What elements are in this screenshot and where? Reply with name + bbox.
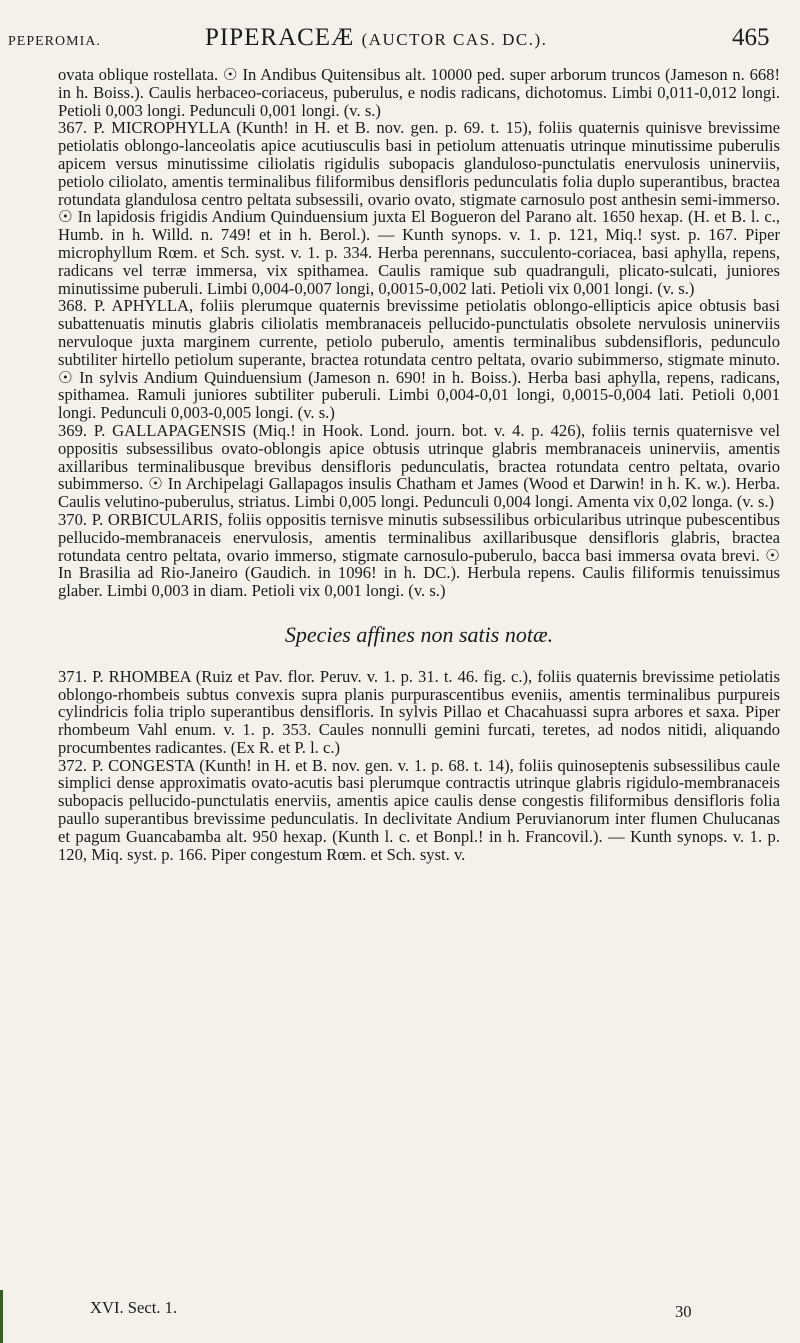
gathering-number: 30	[675, 1302, 692, 1321]
paragraph: 371. P. RHOMBEA (Ruiz et Pav. flor. Peruv. v. 1. p. 31. t. 46. fig. c.), foliis quaternis brevissime petiolatis oblongo-rhombeis subtus convexis supra planis purpurascentibus eveniis, amentis terminalibus purpureis cylindricis folia triplo superantibus densifloris. In sylvis Pillao et Chacahuassi supra arbores et saxa. Piper rhombeum Vahl enum. v. 1. p. 353. Caules nonnulli gemini furcati, teretes, ad nodos nitidi, aliquando procumbentes radicantes. (Ex R. et P. l. c.)	[58, 666, 780, 757]
paragraph: ovata oblique rostellata. ☉ In Andibus Quitensibus alt. 10000 ped. super arborum truncos (Jameson n. 668! in h. Boiss.). Caulis herbaceo-coriaceus, puberulus, e nodis radicans, dichotomus. Limbi 0,011-0,012 longi. Petioli 0,003 longi. Pedunculi 0,001 longi. (v. s.)	[58, 65, 780, 120]
author-note: (AUCTOR CAS. DC.).	[361, 30, 548, 49]
page-number: 465	[732, 24, 770, 51]
paragraph: 372. P. CONGESTA (Kunth! in H. et B. nov. gen. v. 1. p. 68. t. 14), foliis quinoseptenis subsessilibus caule simplici dense approximatis ovato-acutis basi plerumque contractis utrinque glabris rigidulo-membranaceis subopacis pellucido-punctulatis enerviis, amentis apice caulis dense congestis filiformibus densifloris folia paullo superantibus brevissime pedunculatis. In declivitate Andium Peruvianorum inter flumen Chulucanas et pagum Guancabamba alt. 950 hexap. (Kunth l. c. et Bonpl.! in h. Francovil.). — Kunth synops. v. 1. p. 120, Miq. syst. p. 166. Piper congestum Rœm. et Sch. syst. v.	[58, 755, 780, 864]
page-header	[0, 20, 800, 60]
section-heading: Species affines non satis notæ.	[284, 621, 554, 647]
signature-mark: XVI. Sect. 1.	[90, 1298, 178, 1317]
running-head-title	[205, 24, 547, 52]
paragraph: 367. P. MICROPHYLLA (Kunth! in H. et B. nov. gen. p. 69. t. 15), foliis quaternis quinisve brevissime petiolatis oblongo-lanceolatis apice acutiusculis basi in petiolum attenuatis utrinque minutissime puberulis apicem versus minutissime ciliolatis rigidulis subopacis glanduloso-punctulatis enervulosis uninerviis, petiolo ciliolato, amentis terminalibus filiformibus densifloris pedunculatis folia duplo superantibus, bractea rotundata glandulosa centro peltata subsessili, ovario ovato, stigmate carnosulo post anthesin semi-immerso. ☉ In lapidosis frigidis Andium Quinduensium juxta El Bogueron del Parano alt. 1650 hexap. (H. et B. l. c., Humb. in h. Willd. n. 749! et in h. Berol.). — Kunth synops. v. 1. p. 121, Miq.! syst. p. 167. Piper microphyllum Rœm. et Sch. syst. v. 1. p. 334. Herba perennans, succulento-coriacea, basi aphylla, repens, radicans vel terræ immersa, vix spithamea. Caulis ramique sub quadranguli, plicato-sulcati, juniores minutissime puberuli. Limbi 0,004-0,007 longi, 0,0015-0,002 lati. Petioli vix 0,001 longi. (v. s.)	[58, 118, 780, 298]
body-text	[58, 66, 780, 863]
paragraph: 369. P. GALLAPAGENSIS (Miq.! in Hook. Lond. journ. bot. v. 4. p. 426), foliis ternis quaternisve vel oppositis subsessilibus ovato-oblongis apice obtusis utrinque glabris membranaceis uninerviis, amentis axillaribus terminalibusque brevibus densifloris pedunculatis, bractea rotundata centro peltata, ovario subimmerso. ☉ In Archipelagi Gallapagos insulis Chatham et James (Wood et Darwin! in h. K. w.). Herba. Caulis velutino-puberulus, striatus. Limbi 0,005 longi. Pedunculi 0,004 longi. Amenta vix 0,02 longa. (v. s.)	[58, 420, 780, 512]
binding-edge	[0, 1290, 3, 1343]
family-name: PIPERACEÆ	[205, 24, 355, 51]
running-head-genus: PEPEROMIA.	[8, 34, 101, 49]
paragraph: 370. P. ORBICULARIS, foliis oppositis ternisve minutis subsessilibus orbicularibus utrinque pubescentibus pellucido-membranaceis enervulosis, amentis terminalibus axillaribusque densifloris glabris, bractea rotundata centro peltata, ovario immerso, stigmate carnosulo-puberulo, bacca basi immersa ovata brevi. ☉ In Brasilia ad Rio-Janeiro (Gaudich. in 1096! in h. DC.). Herbula repens. Caulis filiformis tenuissimus glaber. Limbi 0,003 in diam. Petioli vix 0,001 longi. (v. s.)	[58, 509, 780, 601]
paragraph: 368. P. APHYLLA, foliis plerumque quaternis brevissime petiolatis oblongo-ellipticis apice obtusis basi subattenuatis minutis glabris ciliolatis membranaceis pellucido-punctulatis obsolete nervulosis uninerviis nervuloque juxta marginem currente, petiolo puberulo, amentis terminalibus subdensifloris, pedunculo subtiliter hirtello petiolum superante, bractea rotundata centro peltata, ovario subimmerso, stigmate minuto. ☉ In sylvis Andium Quinduensium (Jameson n. 690! in h. Boiss.). Herba basi aphylla, repens, radicans, spithamea. Ramuli juniores subtiliter puberuli. Limbi 0,004-0,01 longi, 0,0015-0,004 lati. Petioli 0,001 longi. Pedunculi 0,003-0,005 longi. (v. s.)	[58, 296, 780, 423]
